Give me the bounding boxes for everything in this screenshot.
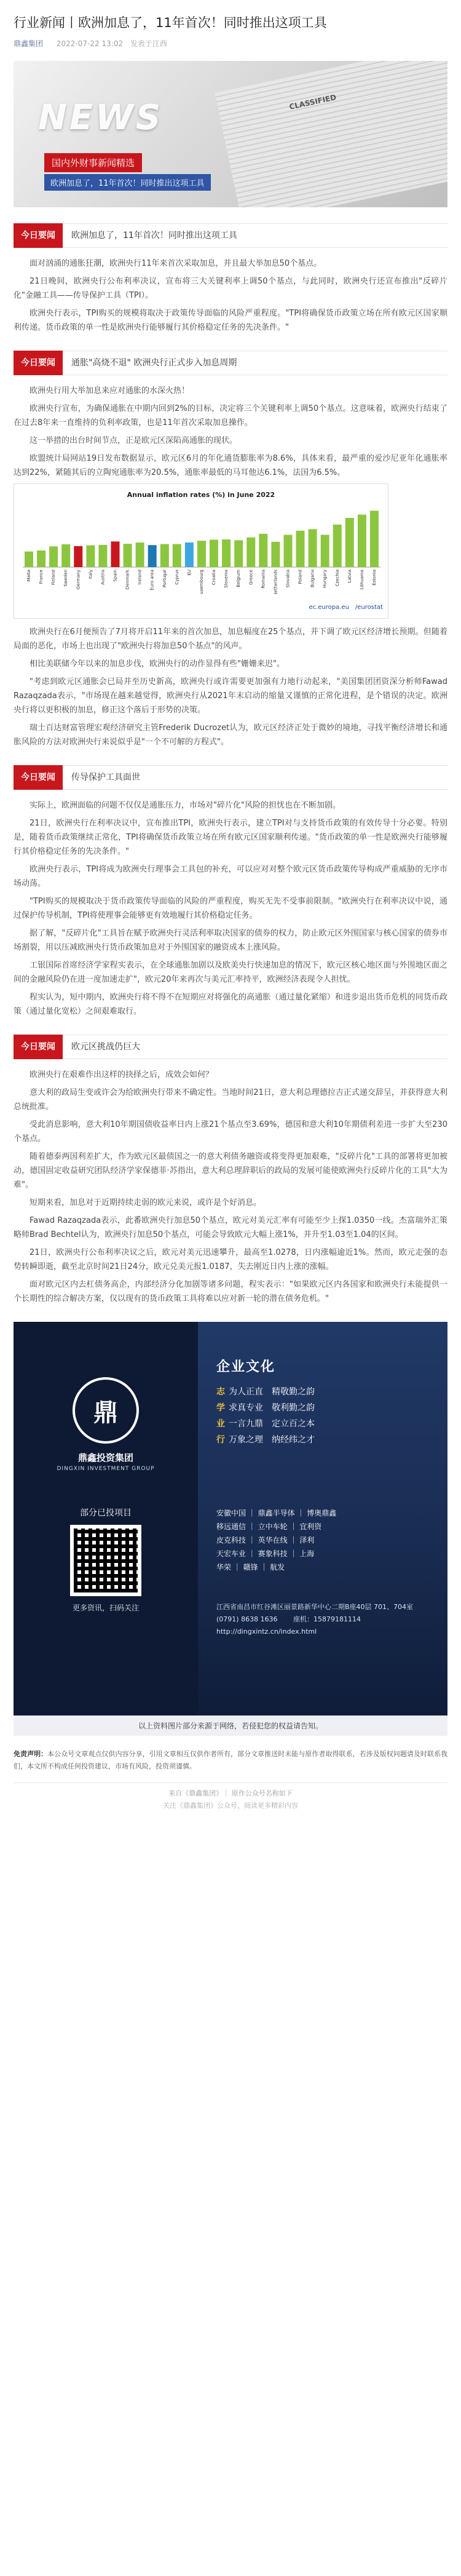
inflation-chart	[14, 483, 388, 619]
source-line[interactable]: 来自《鼎鑫集团》｜ 原作公众号名称如下	[14, 1783, 447, 1798]
tick-label: Belgium	[236, 570, 242, 587]
tick-label: Austria	[100, 570, 106, 585]
culture-row: 志 为人正直 精敬勤之韵	[216, 1387, 315, 1397]
tick-label: Slovakia	[285, 570, 291, 588]
contact-info	[216, 1601, 438, 1638]
bar-netherlands	[271, 542, 280, 567]
tick-label: Euro area	[149, 570, 155, 590]
section-1-header	[14, 223, 447, 248]
section-badge: 今日要闻	[14, 351, 63, 375]
company-card	[14, 1322, 447, 1715]
tick-label: Sweden	[63, 570, 69, 587]
paragraph: 程实认为，短中期内，欧洲央行将不得不在短期应对将强化的高通胀（通过量化紧缩）和进步退出货币危机的同货币政策（通过量化宽松）之间艰难取行。	[14, 993, 447, 1016]
section-3-header	[14, 765, 447, 790]
paragraph: Fawad Razaqzada表示，此番欧洲央行加息50个基点，欧元对美元汇率有可能至少上探1.0350一线。杰富瑞外汇策略师Brad Bechtel认为，欧洲央行加息50个基点，可能会导致欧元大幅上涨1%，并升至1.03至1.04的区间。	[14, 1216, 447, 1239]
paragraph: 欧洲央行用大举加息来应对通胀的水深火热！	[30, 386, 190, 396]
tick-label: EU	[186, 570, 192, 576]
hero-news-word: NEWS	[38, 98, 164, 138]
article-header	[0, 0, 461, 55]
chart-title: Annual inflation rates (%) in June 2022	[127, 491, 275, 499]
partner-label: 部分已投项目	[80, 1508, 132, 1518]
bar-belgium	[234, 540, 243, 567]
bar-eu	[185, 543, 194, 567]
bar-italy	[86, 546, 95, 567]
hero-tag: CLASSIFIED	[288, 93, 337, 111]
paragraph: 实际上，欧洲面临的问题不仅仅是通胀压力，市场对"碎片化"风险的担忧也在不断加剧。	[30, 801, 341, 810]
paragraph: 欧洲央行在艰难作出这样的抉择之后，成效会如何？	[30, 1070, 214, 1079]
tick-label: Luxembourg	[199, 570, 204, 594]
tick-label: Portugal	[162, 570, 167, 587]
paragraph: 相比美联储今年以来的加息步伐，欧洲央行的动作显得有些"姗姗来迟"。	[30, 659, 285, 669]
paragraph: 21日晚间，欧洲央行公布利率决议，宣布将三大关键利率上调50个基点，与此同时，欧洲央行还宣布推出"反碎片化"金融工具——传导保护工具（TPI）。	[14, 277, 447, 300]
hero-subtitle-2: 欧洲加息了，11年首次！同时推出这项工具	[44, 174, 211, 191]
tick-label: Denmark	[125, 570, 130, 590]
paragraph: 欧洲央行表示，TPI购买的规模将取决于政策传导面临的风险严重程度。"TPI将确保货币政策立场在所有欧元区国家顺利传递。货币政策的单一性是欧洲央行能够履行其价格稳定任务的先决条件。"	[14, 309, 447, 332]
section-badge: 今日要闻	[14, 223, 63, 248]
section-title: 传导保护工具面世	[71, 773, 140, 782]
bar-ireland	[136, 543, 144, 567]
section-2-header	[14, 351, 447, 375]
paragraph: "考虑到欧元区通胀会已局并至历史新高，欧洲央行或许需要更加强有力地行动起来，"美国集团团资深分析师Fawad Razaqzada表示，"市场现在越来越觉得，欧洲央行从2021年末启动的缩量又谨慎的正常化进程，是个错误的决定。欧洲央行将以更积极的加息，修正这个落后于形势的决策。	[14, 677, 447, 715]
section-1-body	[0, 248, 461, 335]
culture-row: 行 万象之理 纳经纬之才	[216, 1435, 315, 1445]
section-4-header	[14, 1035, 447, 1059]
bar-austria	[98, 545, 107, 567]
tick-label: Hungary	[322, 570, 328, 588]
portfolio-line: 华荣 ｜ 赣锋 ｜ 航发	[216, 1563, 285, 1572]
bar-croatia	[210, 539, 218, 567]
section-3-body	[0, 790, 461, 1019]
paragraph: 随着德泰两国利差扩大，作为欧元区最债国之一的意大利债务融资或将变得更加艰难，"反碎片化"工具的部署将更加被动，德国固定收益研究团队经济学家保德菲·苏指出，意大利总理辞职后的政局的发展可能使欧洲央行反碎片化的工具"大为难"。	[14, 1152, 447, 1190]
chart-plot	[19, 502, 384, 594]
tick-label: Greece	[248, 570, 254, 585]
company-name-en: DINGXIN INVESTMENT GROUP	[57, 1466, 155, 1472]
bar-slovenia	[222, 539, 230, 567]
paragraph: 面对汹涌的通胀狂潮，欧洲央行11年来首次采取加息，并且最大举加息50个基点。	[30, 259, 322, 268]
paragraph: 瑞士百达财富管理宏观经济研究主管Frederik Ducrozet认为，欧元区经济正处于微妙的境地，寻找平衡经济增长和通胀风险的方法对欧洲央行来说似乎是"一个不可解的方程式"。	[14, 723, 447, 747]
address: 江西省南昌市红谷滩区丽景路新华中心二期B座40层 701、704室	[216, 1603, 414, 1611]
section-4-body	[0, 1059, 461, 1306]
culture-row: 业 一言九鼎 定立百之本	[216, 1419, 315, 1429]
tick-label: Latvia	[347, 570, 352, 583]
paragraph: 短期来看，加息对于近期持续走弱的欧元来说，或许是个好消息。	[30, 1198, 262, 1207]
bar-latvia	[345, 518, 354, 567]
chart-source-left: ec.europa.eu	[309, 604, 349, 611]
bar-slovakia	[284, 535, 293, 568]
tick-label: Netherlands	[273, 570, 278, 594]
publish-date: 2022-07-22 13:02	[56, 39, 123, 48]
bar-cyprus	[173, 544, 181, 568]
website-link[interactable]: http://dingxintz.cn/index.html	[216, 1628, 317, 1636]
article-meta	[14, 38, 447, 49]
bar-poland	[296, 531, 305, 567]
source-line-2: 关注《鼎鑫集团》公众号，阅读更多精彩内容	[163, 1802, 298, 1810]
bar-greece	[246, 538, 255, 567]
bar-hungary	[321, 535, 329, 568]
bar-estonia	[370, 511, 379, 567]
company-name: 鼎鑫投资集团	[77, 1452, 133, 1463]
phone: (0791) 8638 1636 座机：15879181114	[216, 1615, 361, 1623]
bar-romania	[259, 534, 267, 567]
article-title: 行业新闻丨欧洲加息了，11年首次！同时推出这项工具	[14, 15, 327, 30]
portfolio-line: 天宏车业 ｜ 赛象科技 ｜ 上海	[216, 1549, 315, 1558]
paragraph: 欧洲央行宣布，为确保通胀在中期内回到2%的目标，决定将三个关键利率上调50个基点。这意味着，欧洲央行结束了在过去8年来一直维持的负利率政策，也是11年首次采取加息操作。	[14, 404, 447, 427]
culture-row: 学 求真专业 敬利勤之韵	[216, 1403, 315, 1413]
bar-finland	[49, 546, 58, 567]
paragraph: 欧洲央行在6月便预告了7月将开启11年来的首次加息，加息幅度在25个基点，并下调了欧元区经济增长预期。但随着局面的恶化，市场上也出现了"欧洲央行将加息50个基点"的风声。	[14, 627, 447, 651]
bar-lithuania	[358, 515, 366, 567]
tick-label: Italy	[88, 570, 93, 579]
tick-label: Spain	[112, 570, 118, 582]
section-title: 欧元区挑战仍巨大	[71, 1042, 140, 1052]
section-badge: 今日要闻	[14, 765, 63, 790]
tick-label: Croatia	[211, 570, 217, 586]
bar-portugal	[160, 544, 169, 568]
chart-source-right: /eurostat	[355, 604, 383, 611]
culture-block	[216, 1356, 438, 1448]
bar-czechia	[333, 525, 342, 567]
tick-label: Lithuania	[359, 570, 364, 590]
section-badge: 今日要闻	[14, 1035, 63, 1059]
portfolio-line: 安徽中国 ｜ 鼎鑫半导体 ｜ 博奥鼎鑫	[216, 1509, 337, 1517]
portfolio-line: 皮克科技 ｜ 英华在线 ｜ 泽利	[216, 1536, 315, 1544]
tick-label: Finland	[51, 570, 57, 586]
bar-luxembourg	[197, 541, 206, 567]
bar-malta	[25, 552, 33, 567]
image-notice: 以上资料图片部分来源于网络，若侵犯您的权益请告知。	[14, 1715, 447, 1736]
paragraph: "TPI购买的规模取决于货币政策传导面临的风险的严重程度，购买无先不受事前限制。"欧洲央行在利率决议中说，通过保护传导机制，TPI将使理事会能够更有效地履行其价格稳定任务。	[14, 897, 447, 920]
bar-germany	[74, 546, 82, 567]
tick-label: Ireland	[137, 570, 143, 585]
paragraph: 据了解，"反碎片化"工具旨在赋予欧洲央行灵活利率取决国家的债券的权力，防止欧元区外围国家与核心国家的债券市场割裂，用以压减欧洲央行货币政策加息对于外围国家的融资成本上涨风险。	[14, 929, 447, 952]
account-name-link[interactable]: 鼎鑫集团	[14, 39, 44, 48]
tick-label: Germany	[76, 570, 81, 590]
newspaper-image	[215, 61, 447, 207]
tick-label: Estonia	[372, 570, 377, 586]
paragraph: 欧盟统计局网站19日发布数据显示，欧元区6月的年化通货膨胀率为8.6%，具体来看，最严重的爱沙尼亚年化通胀率达到22%，紧随其后的立陶宛通胀率为20.5%，通胀率最低的马耳他达6.1%，法国为6.5%。	[14, 454, 447, 477]
tick-label: Slovenia	[224, 570, 229, 588]
paragraph: 意大利的政局生变或许会为给欧洲央行带来不确定性。当地时间21日，意大利总理德拉吉正式递交辞呈，并获得意大利总统批准。	[14, 1088, 447, 1111]
tick-label: Czechia	[334, 570, 340, 587]
portfolio-line: 移远通信 ｜ 立中车轮 ｜ 宜利资	[216, 1522, 322, 1531]
bar-denmark	[124, 544, 132, 567]
section-title: 通胀"高烧不退" 欧洲央行正式步入加息周期	[71, 358, 237, 368]
qr-code-icon[interactable]	[70, 1525, 141, 1596]
chart-footer	[19, 600, 383, 614]
publish-location: 发表于江西	[130, 39, 167, 48]
disclaimer-label: 免责声明：	[14, 1750, 48, 1758]
section-2-body	[0, 375, 461, 749]
disclaimer	[14, 1748, 447, 1773]
tick-label: Poland	[297, 570, 303, 584]
hero-subtitle: 国内外财事新闻精选	[44, 153, 142, 172]
tick-label: Malta	[26, 570, 31, 582]
bar-sweden	[61, 544, 70, 567]
portfolio-list	[216, 1506, 438, 1574]
paragraph: 受此消息影响，意大利10年期国债收益率日内上涨21个基点至3.69%，德国和意大利10年期债利差进一步扩大至230个基点。	[14, 1120, 447, 1143]
tick-label: France	[39, 570, 44, 584]
paragraph: 欧洲央行表示，TPI将成为欧洲央行理事会工具包的补充，可以应对对整个欧元区货币政策传导构成严重威胁的无序市场动荡。	[14, 865, 447, 888]
culture-title: 企业文化	[216, 1359, 276, 1375]
paragraph: 21日，欧洲央行公布利率决议之后，欧元对美元迅速攀升，最高至1.0278，日内涨幅逾近1%。然而，欧元走强的态势转瞬即逝，截至北京时间21日24分，欧元兑美元报1.0187，失去刚近日内上涨的涨幅。	[14, 1248, 447, 1271]
tick-label: Cyprus	[174, 570, 179, 585]
section-title: 欧洲加息了，11年首次！同时推出这项工具	[71, 231, 237, 241]
hero-banner	[14, 61, 447, 207]
paragraph: 工银国际首席经济学家程实表示，在全球通胀加剧以及欧美央行快速加息的情况下，欧元区核心地区面与外围地区面之间的金融风险仍在进一度加速走扩"，欧元20年来再次与美元汇率持平，欧洲经济表现令人担忧。	[14, 961, 447, 984]
disclaimer-text: 本公众号文章观点仅供内容分享，引用文章相互仅供作者所有，部分文章推送时未能与原作者取得联系，若涉及版权问题请及时联系我们，本文所不构成任何投资建议，市场有风险，投资须谨慎。	[14, 1750, 448, 1770]
bar-bulgaria	[309, 529, 317, 567]
qr-caption: 更多资讯，扫码关注	[72, 1604, 139, 1612]
paragraph: 面对欧元区内去杠债务高企，内部经济分化加剧等诸多问题，程实表示："如果欧元区内各国家和欧洲央行未能提供一个长期性的综合解决方案，仅以现有的货币政策工具将难以应对新一轮的潜在债务危机。"	[14, 1280, 447, 1303]
paragraph: 21日，欧洲央行在利率决议中，宣布推出TPI，欧洲央行表示，建立TPI对与支持货币政策的有效传导十分必要。特别是，随着货币政策继续正常化，TPI将确保货币政策立场在所有欧元区国家顺利传递。"货币政策的单一性是欧洲央行能够履行其价格稳定任务的先决条件。"	[14, 819, 447, 856]
bar-spain	[111, 541, 120, 567]
bar-france	[37, 551, 45, 567]
tick-label: Romania	[261, 570, 266, 589]
paragraph: 这一举措的出台时间节点，正是欧元区深陷高通胀的现状。	[30, 436, 238, 445]
bar-euro-area	[148, 545, 157, 567]
company-logo-icon: 鼎	[73, 1377, 139, 1444]
tick-label: Bulgaria	[310, 570, 315, 588]
